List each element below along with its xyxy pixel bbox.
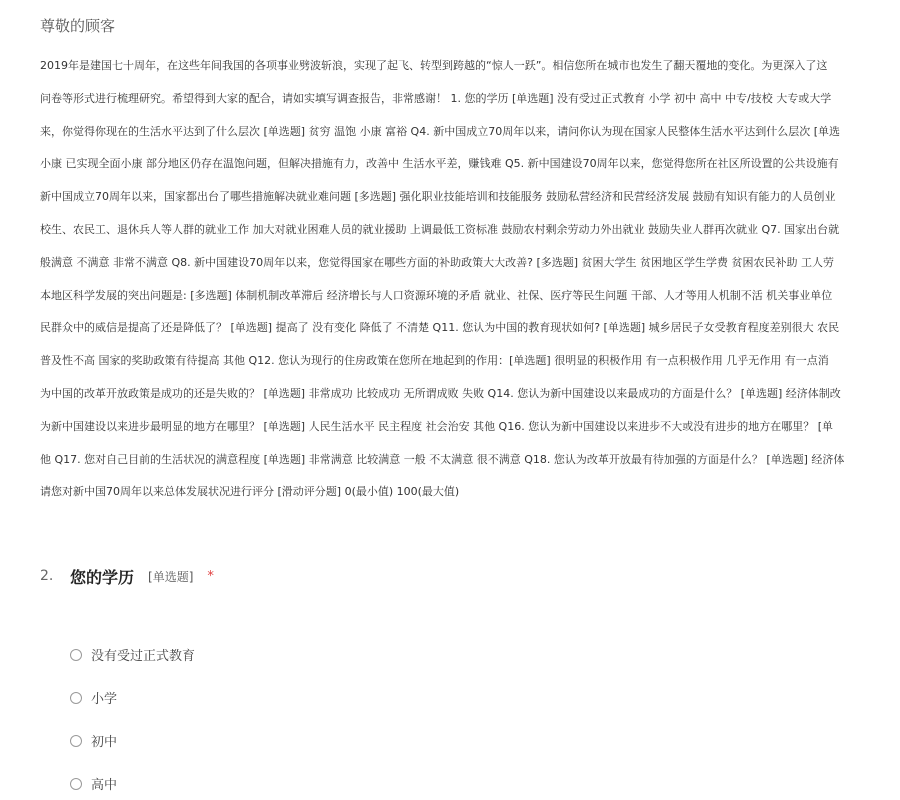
- greeting-heading: 尊敬的顾客: [40, 17, 116, 35]
- option-junior-high[interactable]: [70, 719, 195, 762]
- option-no-formal-education[interactable]: [70, 633, 195, 676]
- question-header: [40, 562, 214, 590]
- survey-intro: [40, 56, 900, 515]
- option-list: [70, 633, 195, 800]
- radio-icon[interactable]: [70, 735, 82, 747]
- intro-line: 为中国的改革开放政策是成功的还是失败的？ [单选题] 非常成功 比较成功 无所谓成败 失败 Q14. 您认为新中国建设以来最成功的方面是什么？ [单选题] 经济体制改: [40, 386, 841, 400]
- option-label[interactable]: 没有受过正式教育: [91, 649, 196, 664]
- radio-icon[interactable]: [70, 649, 82, 661]
- intro-line: 请您对新中国70周年以来总体发展状况进行评分 [滑动评分题] 0(最小值) 100(最大值): [40, 485, 460, 499]
- intro-line: 新中国成立70周年以来，国家都出台了哪些措施解决就业难问题 [多选题] 强化职业技能培训和技能服务 鼓励私营经济和民营经济发展 鼓励有知识有能力的人员创业: [40, 190, 836, 204]
- intro-line: 他 Q17. 您对自己目前的生活状况的满意程度 [单选题] 非常满意 比较满意 一般 不太满意 很不满意 Q18. 您认为改革开放最有待加强的方面是什么？ [单选题] 经济体: [40, 452, 845, 466]
- intro-line: 校生、农民工、退休兵人等人群的就业工作 加大对就业困难人员的就业援助 上调最低工资标准 鼓励农村剩余劳动力外出就业 鼓励失业人群再次就业 Q7. 国家出台就: [40, 222, 840, 236]
- option-senior-high[interactable]: [70, 762, 195, 800]
- intro-line: 问卷等形式进行梳理研究。希望得到大家的配合，请如实填写调查报告，非常感谢！ 1. 您的学历 [单选题] 没有受过正式教育 小学 初中 高中 中专/技校 大专或大学: [40, 91, 832, 105]
- question-type: [单选题]: [148, 569, 194, 584]
- option-label[interactable]: 初中: [91, 735, 118, 750]
- question-number: 2.: [40, 568, 54, 584]
- option-label[interactable]: 高中: [91, 778, 118, 793]
- intro-line: 民群众中的威信是提高了还是降低了？ [单选题] 提高了 没有变化 降低了 不清楚 Q11. 您认为中国的教育现状如何? [单选题] 城乡居民子女受教育程度差别很大 农民: [40, 321, 840, 335]
- intro-line: 2019年是建国七十周年，在这些年间我国的各项事业劈波斩浪，实现了起飞、转型到跨越的“惊人一跃”。相信您所在城市也发生了翻天覆地的变化。为更深入了这: [40, 59, 828, 72]
- intro-line: 普及性不高 国家的奖助政策有待提高 其他 Q12. 您认为现行的住房政策在您所在地起到的作用：[单选题] 很明显的积极作用 有一点积极作用 几乎无作用 有一点消: [40, 354, 829, 368]
- intro-line: 本地区科学发展的突出问题是: [多选题] 体制机制改革滞后 经济增长与人口资源环境的矛盾 就业、社保、医疗等民生问题 干部、人才等用人机制不活 机关事业单位: [40, 288, 833, 302]
- option-primary-school[interactable]: [70, 676, 195, 719]
- radio-icon[interactable]: [70, 692, 82, 704]
- intro-line: 小康 已实现全面小康 部分地区仍存在温饱问题，但解决措施有力，改善中 生活水平差，赚钱难 Q5. 新中国建设70周年以来，您觉得您所在社区所设置的公共设施有: [40, 157, 839, 171]
- intro-line: 般满意 不满意 非常不满意 Q8. 新中国建设70周年以来，您觉得国家在哪些方面的补助政策大大改善? [多选题] 贫困大学生 贫困地区学生学费 贫困农民补助 工人劳: [40, 255, 835, 269]
- intro-line: 来，你觉得你现在的生活水平达到了什么层次 [单选题] 贫穷 温饱 小康 富裕 Q4. 新中国成立70周年以来，请问你认为现在国家人民整体生活水平达到什么层次 [单选: [40, 124, 840, 138]
- required-mark: *: [207, 568, 214, 584]
- radio-icon[interactable]: [70, 778, 82, 790]
- intro-line: 为新中国建设以来进步最明显的地方在哪里？ [单选题] 人民生活水平 民主程度 社会治安 其他 Q16. 您认为新中国建设以来进步不大或没有进步的地方在哪里？ [单: [40, 419, 833, 433]
- option-label[interactable]: 小学: [91, 692, 118, 707]
- question-title: 您的学历: [70, 567, 135, 587]
